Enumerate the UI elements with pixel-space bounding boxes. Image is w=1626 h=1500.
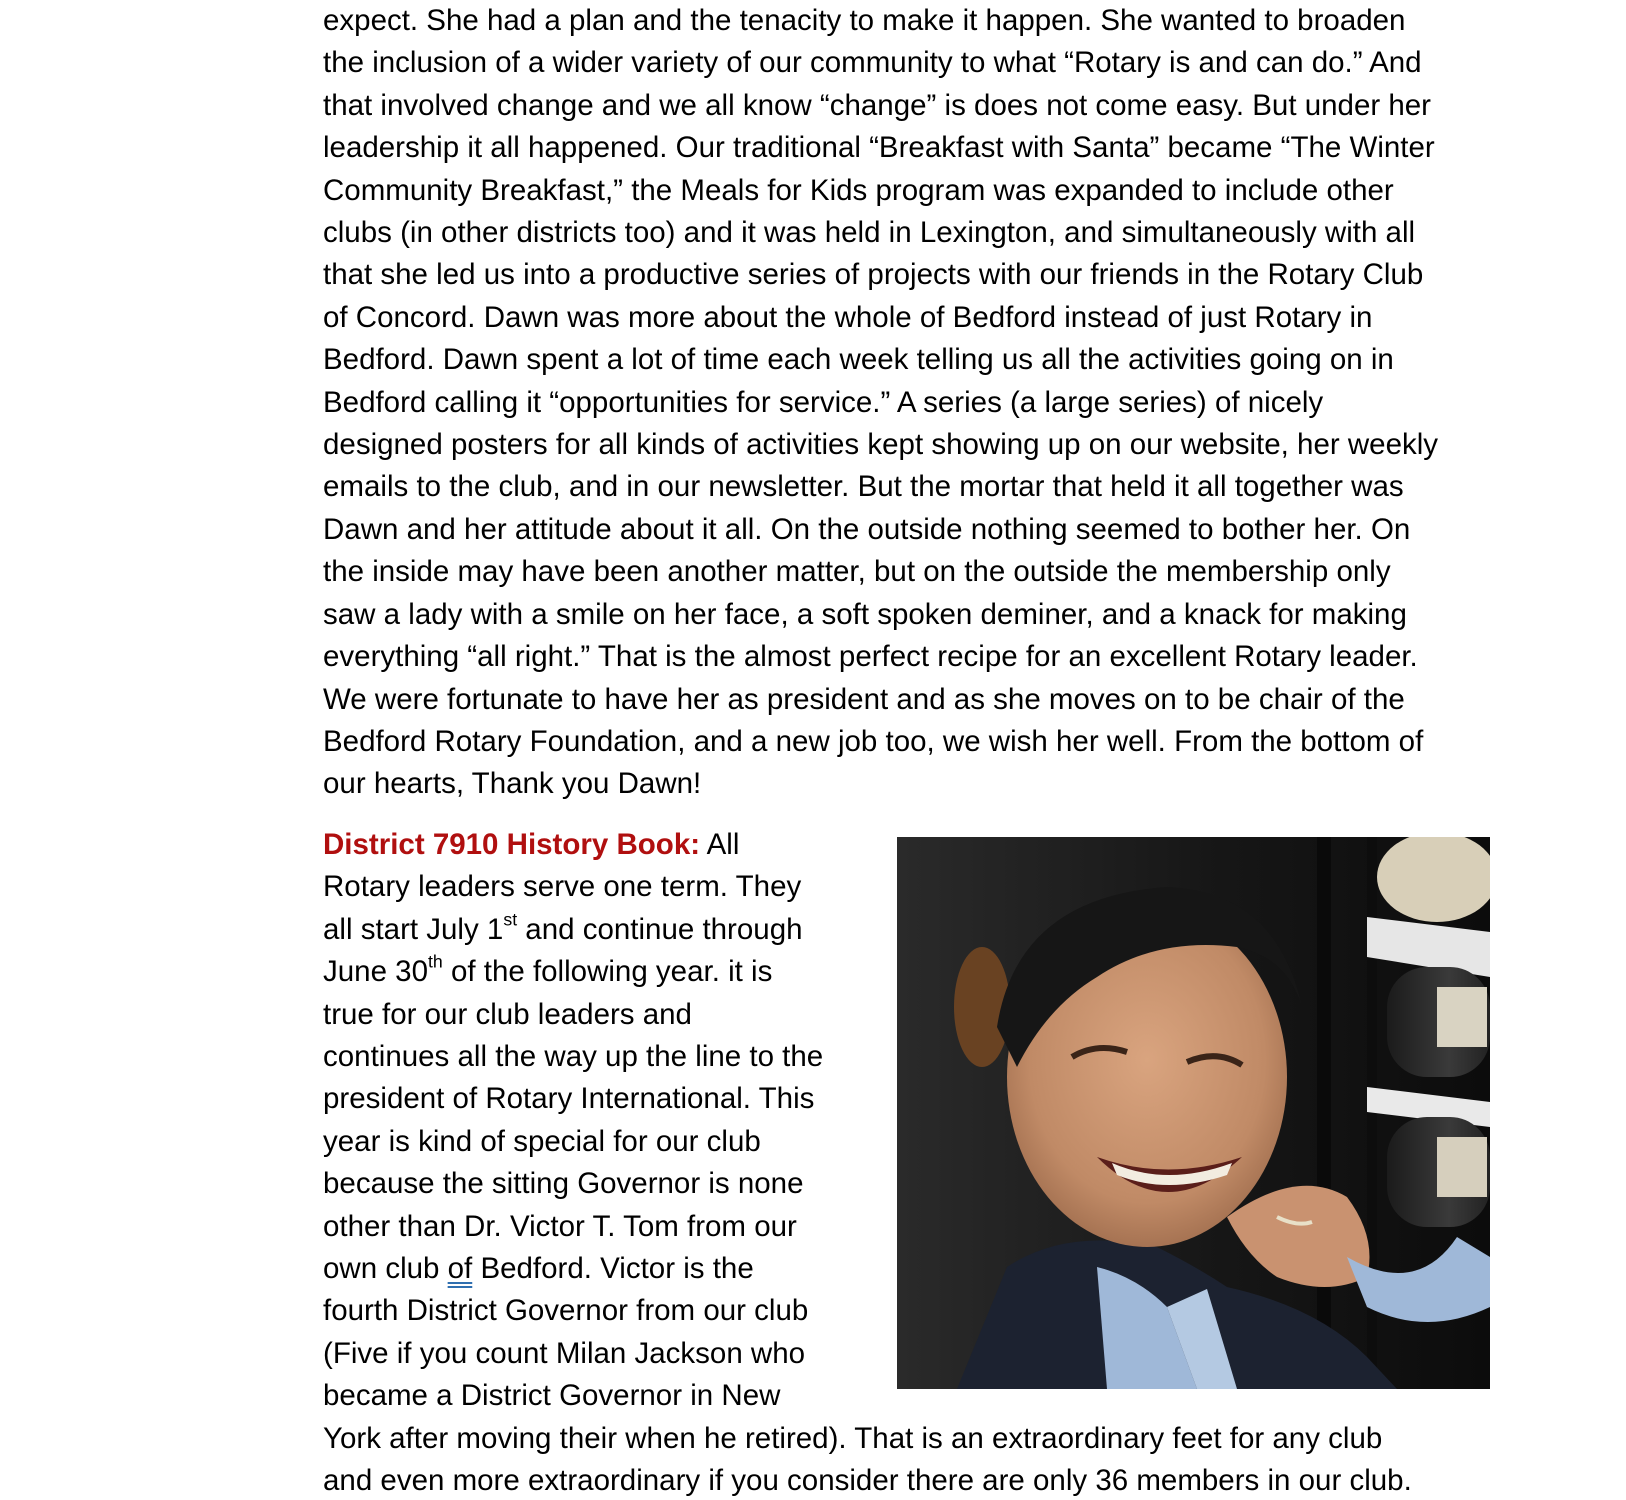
history-line: true for our club leaders and xyxy=(323,997,692,1031)
rack-post xyxy=(1317,837,1331,1389)
history-line: because the sitting Governor is none xyxy=(323,1167,804,1201)
history-text: June 30 xyxy=(323,955,428,989)
paragraph-line: Bedford. Dawn spent a lot of time each week telling us all the activities going on in xyxy=(323,343,1394,377)
paragraph-line: We were fortunate to have her as president and as she moves on to be chair of the xyxy=(323,682,1405,716)
paragraph-line: our hearts, Thank you Dawn! xyxy=(323,767,702,801)
history-line: and even more extraordinary if you consider there are only 36 members in our club. xyxy=(323,1464,1412,1498)
dawn-tribute-paragraph xyxy=(323,0,1553,806)
history-text: and continue through xyxy=(517,912,803,946)
victor-tom-photo xyxy=(897,837,1490,1389)
history-line: Rotary leaders serve one term. They xyxy=(323,870,802,904)
history-line: other than Dr. Victor T. Tom from our xyxy=(323,1209,797,1243)
history-line: president of Rotary International. This xyxy=(323,1082,815,1116)
paragraph-line: everything “all right.” That is the almost perfect recipe for an excellent Rotary leader. xyxy=(323,640,1418,674)
history-text: of the following year. it is xyxy=(442,955,773,989)
paragraph-line: the inside may have been another matter, but on the outside the membership only xyxy=(323,555,1391,589)
bottle-label xyxy=(1437,987,1487,1047)
paragraph-line: of Concord. Dawn was more about the whole of Bedford instead of just Rotary in xyxy=(323,300,1373,334)
history-text: Bedford. Victor is the xyxy=(472,1252,754,1286)
history-line: (Five if you count Milan Jackson who xyxy=(323,1336,806,1370)
paragraph-line: saw a lady with a smile on her face, a soft spoken deminer, and a knack for making xyxy=(323,597,1407,631)
paragraph-line: Bedford Rotary Foundation, and a new job too, we wish her well. From the bottom of xyxy=(323,724,1424,758)
history-line: York after moving their when he retired). That is an extraordinary feet for any club xyxy=(323,1421,1383,1455)
paragraph-line: clubs (in other districts too) and it was held in Lexington, and simultaneously with all xyxy=(323,216,1416,250)
paragraph-line: expect. She had a plan and the tenacity to make it happen. She wanted to broaden xyxy=(323,4,1406,37)
history-line: continues all the way up the line to the xyxy=(323,1040,824,1074)
history-line: became a District Governor in New xyxy=(323,1379,781,1413)
history-text: own club xyxy=(323,1252,448,1286)
ordinal-suffix: th xyxy=(427,951,443,972)
ordinal-suffix: st xyxy=(503,909,518,930)
paragraph-line: emails to the club, and in our newsletter. But the mortar that held it all together was xyxy=(323,470,1404,504)
paragraph-line: Bedford calling it “opportunities for service.” A series (a large series) of nicely xyxy=(323,385,1324,419)
paragraph-line: designed posters for all kinds of activities kept showing up on our website, her weekly xyxy=(323,428,1439,462)
bottle-label xyxy=(1437,1137,1487,1197)
history-line: fourth District Governor from our club xyxy=(323,1294,809,1328)
portrait-illustration xyxy=(897,837,1490,1389)
section-heading: District 7910 History Book: xyxy=(323,828,701,861)
paragraph-line: Community Breakfast,” the Meals for Kids program was expanded to include other xyxy=(323,173,1394,207)
paragraph-line: Dawn and her attitude about it all. On the outside nothing seemed to bother her. On xyxy=(323,512,1411,546)
spellcheck-underlined-word: of xyxy=(447,1252,473,1286)
history-line: year is kind of special for our club xyxy=(323,1124,761,1158)
paragraph-line: that she led us into a productive series of projects with our friends in the Rotary Club xyxy=(323,258,1424,292)
history-text: All xyxy=(700,828,740,861)
paragraph-line: that involved change and we all know “change” is does not come easy. But under her xyxy=(323,88,1432,122)
history-text: all start July 1 xyxy=(323,912,504,946)
paragraph-line: the inclusion of a wider variety of our community to what “Rotary is and can do.” And xyxy=(323,46,1422,80)
paragraph-line: leadership it all happened. Our traditional “Breakfast with Santa” became “The Winter xyxy=(323,131,1435,165)
